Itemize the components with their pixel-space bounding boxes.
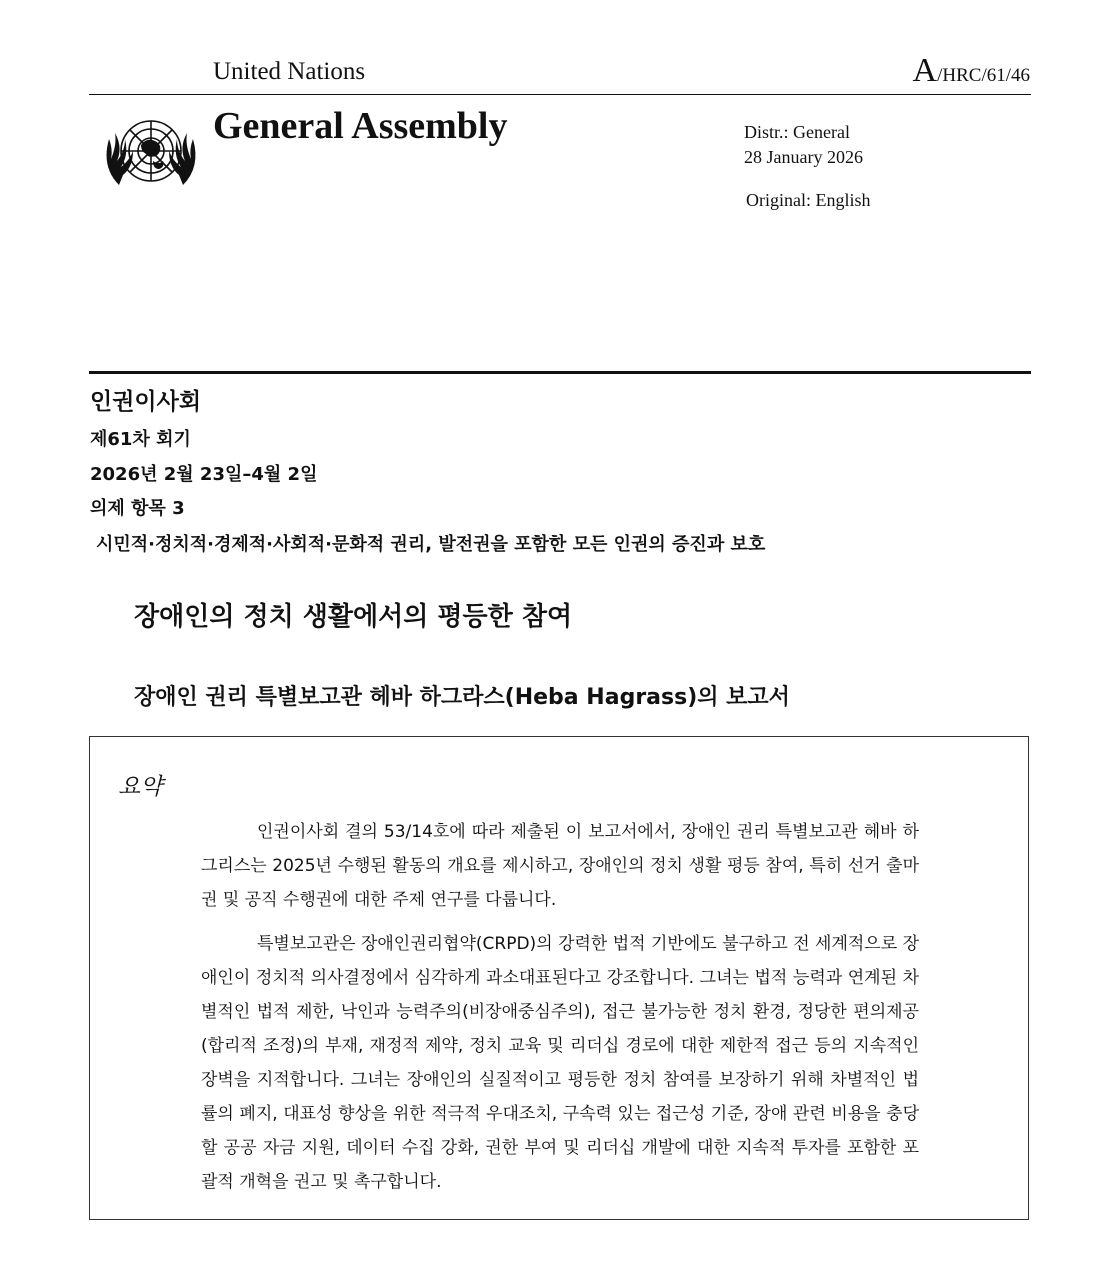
document-subtitle: 장애인 권리 특별보고관 헤바 하그라스(Heba Hagrass)의 보고서 bbox=[134, 685, 790, 710]
original-language: Original: English bbox=[746, 190, 871, 210]
org-name: United Nations bbox=[213, 58, 366, 85]
header-rule bbox=[89, 94, 1031, 95]
document-symbol bbox=[913, 52, 1030, 90]
agenda-item: 의제 항목 3 bbox=[90, 498, 185, 519]
summary-body bbox=[201, 815, 919, 1209]
document-date: 28 January 2026 bbox=[744, 147, 863, 167]
section-rule bbox=[89, 371, 1031, 374]
distribution-line: Distr.: General bbox=[744, 122, 850, 142]
summary-paragraph: 인권이사회 결의 53/14호에 따라 제출된 이 보고서에서, 장애인 권리 특별보고관 헤바 하그리스는 2025년 수행된 활동의 개요를 제시하고, 장애인의 정치 생활 평등 참여, 특히 선거 출마권 및 공직 수행권에 대한 주제 연구를 다룹니다. bbox=[201, 822, 919, 910]
agenda-title: 시민적·정치적·경제적·사회적·문화적 권리, 발전권을 포함한 모든 인권의 증진과 보호 bbox=[96, 534, 766, 555]
session-dates: 2026년 2월 23일–4월 2일 bbox=[90, 464, 318, 485]
document-title: 장애인의 정치 생활에서의 평등한 참여 bbox=[134, 602, 573, 632]
body-name: General Assembly bbox=[213, 105, 508, 147]
document-symbol-prefix: A bbox=[912, 52, 938, 89]
summary-heading: 요약 bbox=[118, 774, 163, 800]
session-label: 제61차 회기 bbox=[90, 429, 191, 450]
un-emblem-icon bbox=[95, 105, 207, 197]
summary-paragraph: 특별보고관은 장애인권리협약(CRPD)의 강력한 법적 기반에도 불구하고 전 세계적으로 장애인이 정치적 의사결정에서 심각하게 과소대표된다고 강조합니다. 그녀는 법적 능력과 연계된 차별적인 법적 제한, 낙인과 능력주의(비장애중심주의), 접근 불가능한 정치 환경, 정당한 편의제공(합리적 조정)의 부재, 재정적 제약, 정치 교육 및 리더십 경로에 대한 제한적 접근 등의 지속적인 장벽을 지적합니다. 그녀는 장애인의 실질적이고 평등한 정치 참여를 보장하기 위해 차별적인 법률의 폐지, 대표성 향상을 위한 적극적 우대조치, 구속력 있는 접근성 기준, 장애 관련 비용을 충당할 공공 자금 지원, 데이터 수집 강화, 권한 부여 및 리더십 개발에 대한 지속적 투자를 포함한 포괄적 개혁을 권고 및 촉구합니다. bbox=[201, 934, 919, 1192]
distribution-block bbox=[744, 120, 863, 170]
document-symbol-rest: /HRC/61/46 bbox=[937, 65, 1030, 86]
council-name: 인권이사회 bbox=[90, 389, 202, 415]
